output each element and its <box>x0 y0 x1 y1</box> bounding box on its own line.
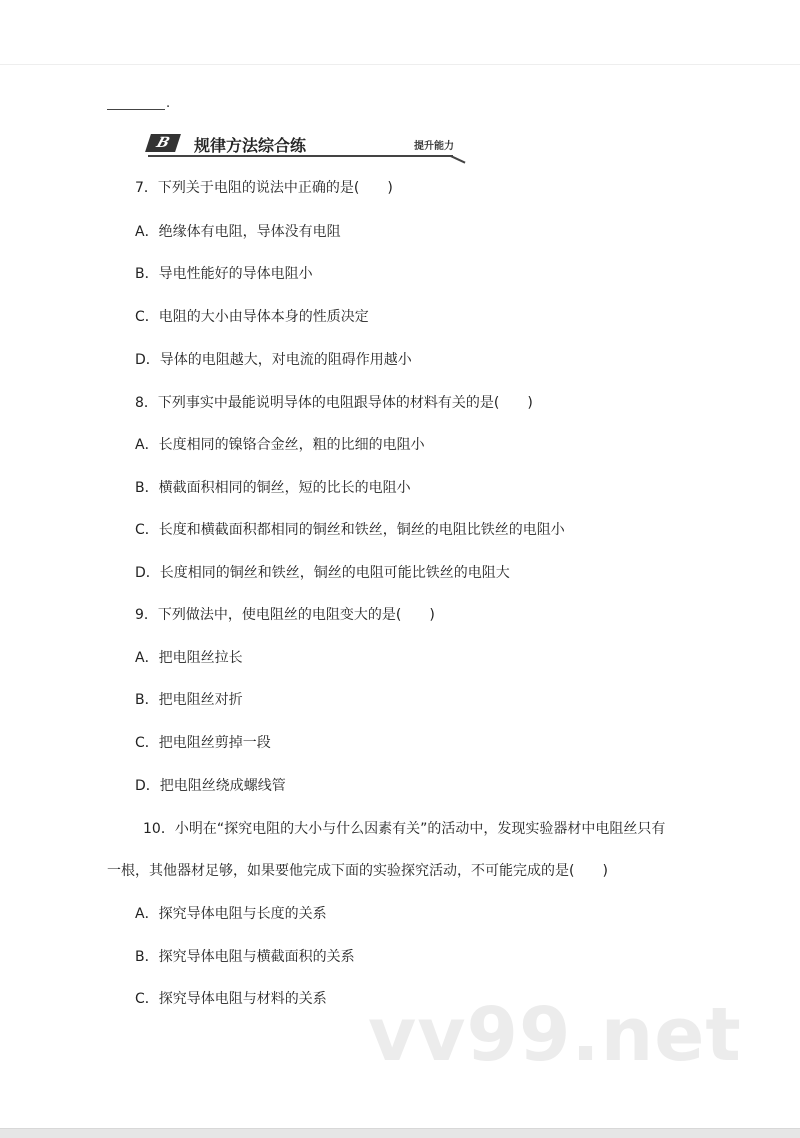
question-text: 8．下列事实中最能说明导体的电阻跟导体的材料有关的是( ) <box>135 395 533 411</box>
option-text: A．长度相同的镍铬合金丝，粗的比细的电阻小 <box>135 437 425 453</box>
option-text: B．把电阻丝对折 <box>135 692 243 708</box>
section-banner <box>148 132 468 162</box>
question-text: 10．小明在“探究电阻的大小与什么因素有关”的活动中，发现实验器材中电阻丝只有 <box>143 821 666 837</box>
option-text: C．电阻的大小由导体本身的性质决定 <box>135 309 369 325</box>
banner-underline <box>148 155 453 157</box>
option-text: B．横截面积相同的铜丝，短的比长的电阻小 <box>135 480 411 496</box>
option-text: C．把电阻丝剪掉一段 <box>135 735 271 751</box>
banner-underline-tail <box>450 155 465 164</box>
question-text-continued: 一根，其他器材足够，如果要他完成下面的实验探究活动，不可能完成的是( ) <box>107 863 608 879</box>
option-text: D．把电阻丝绕成螺线管 <box>135 778 286 794</box>
option-text: D．导体的电阻越大，对电流的阻碍作用越小 <box>135 352 412 368</box>
answer-blank <box>107 109 165 110</box>
section-title: 规律方法综合练 <box>194 136 307 155</box>
watermark: vv99.net <box>368 992 742 1078</box>
question-text: 7．下列关于电阻的说法中正确的是( ) <box>135 180 393 196</box>
option-text: C．长度和横截面积都相同的铜丝和铁丝，铜丝的电阻比铁丝的电阻小 <box>135 522 565 538</box>
option-text: D．长度相同的铜丝和铁丝，铜丝的电阻可能比铁丝的电阻大 <box>135 565 510 581</box>
blank-period: . <box>166 96 171 111</box>
question-text: 9．下列做法中，使电阻丝的电阻变大的是( ) <box>135 607 435 623</box>
option-text: B．导电性能好的导体电阻小 <box>135 266 313 282</box>
option-text: A．绝缘体有电阻，导体没有电阻 <box>135 224 341 240</box>
option-text: A．把电阻丝拉长 <box>135 650 243 666</box>
page-top-border <box>0 64 800 65</box>
option-text: A．探究导体电阻与长度的关系 <box>135 906 327 922</box>
section-badge-icon: B <box>145 134 181 152</box>
option-text: C．探究导体电阻与材料的关系 <box>135 991 327 1007</box>
option-text: B．探究导体电阻与横截面积的关系 <box>135 949 355 965</box>
section-subtitle: 提升能力 <box>414 141 454 152</box>
